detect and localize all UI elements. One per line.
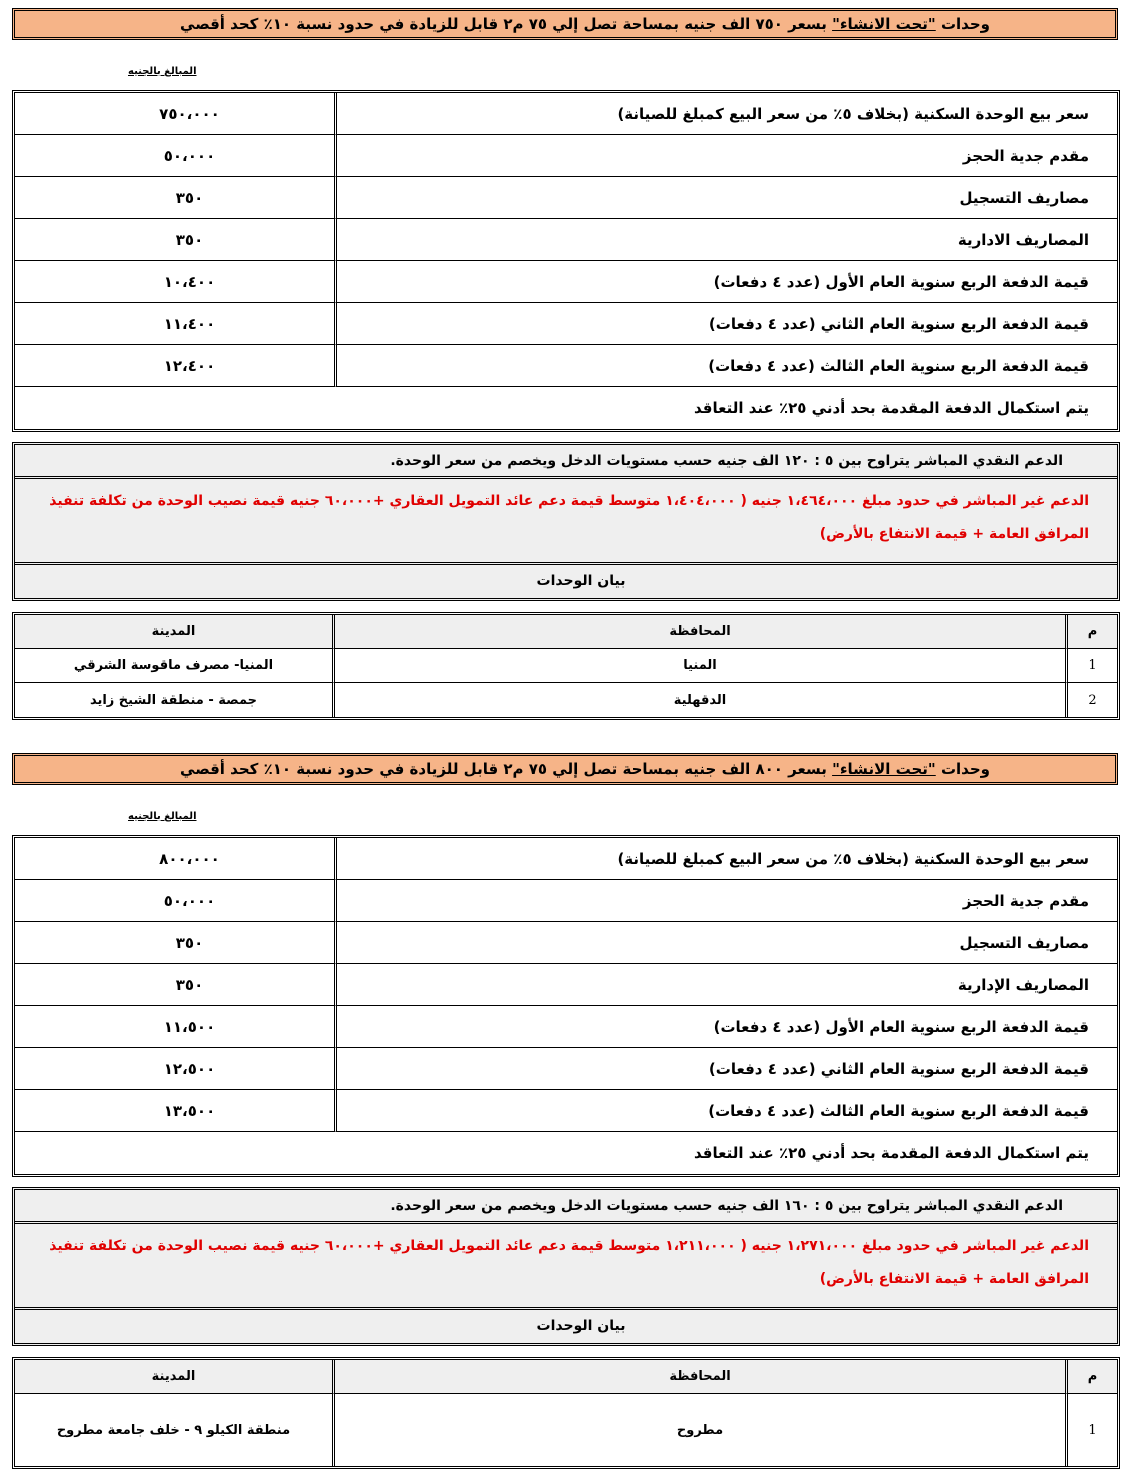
table-row [15, 922, 1117, 964]
price-table-2 [12, 835, 1120, 1177]
price-table-1 [12, 90, 1120, 432]
direct-support: الدعم النقدي المباشر يتراوح بين ٥ : ١٦٠ الف جنيه حسب مستويات الدخل ويخصم من سعر الوحدة. [15, 1190, 1117, 1224]
table-row [15, 345, 1117, 387]
row-label: قيمة الدفعة الربع سنوية العام الثاني (عدد ٤ دفعات) [334, 1048, 1117, 1090]
support-box-1 [12, 442, 1120, 601]
table-row [15, 261, 1117, 303]
table-row [15, 387, 1117, 429]
cell-city: جمصة - منطقة الشيخ زايد [89, 692, 258, 708]
table-row [15, 177, 1117, 219]
completion-note: يتم استكمال الدفعة المقدمة بحد أدني ٢٥٪ عند التعاقد [694, 1144, 1089, 1162]
row-label: المصاريف الإدارية [334, 964, 1117, 1006]
table-row [15, 838, 1117, 880]
table-row [15, 683, 1117, 717]
units-table-1 [12, 612, 1120, 720]
table-row [15, 964, 1117, 1006]
table-row [15, 1006, 1117, 1048]
col-header-city: المدينة [15, 1360, 332, 1394]
units-table-2 [12, 1357, 1120, 1469]
row-label: مقدم جدية الحجز [334, 135, 1117, 177]
units-heading: بيان الوحدات [536, 1318, 626, 1334]
direct-support: الدعم النقدي المباشر يتراوح بين ٥ : ١٢٠ الف جنيه حسب مستويات الدخل ويخصم من سعر الوحدة. [15, 445, 1117, 479]
row-value: ٨٠٠،٠٠٠ [15, 838, 334, 880]
row-value: ١٣،٥٠٠ [15, 1090, 334, 1132]
row-label: مقدم جدية الحجز [334, 880, 1117, 922]
table-header-row [15, 1360, 1117, 1394]
table-row [15, 219, 1117, 261]
completion-note: يتم استكمال الدفعة المقدمة بحد أدني ٢٥٪ عند التعاقد [694, 399, 1089, 417]
row-value: ٥٠،٠٠٠ [15, 135, 334, 177]
row-value: ١١،٥٠٠ [15, 1006, 334, 1048]
row-value: ٣٥٠ [15, 177, 334, 219]
row-value: ٣٥٠ [15, 219, 334, 261]
col-header-governorate: المحافظة [332, 1360, 1065, 1394]
title-prefix: وحدات [935, 760, 990, 778]
col-header-m: م [1065, 615, 1117, 649]
table-row [15, 303, 1117, 345]
cell-governorate: مطروح [332, 1394, 1065, 1466]
row-value: ٣٥٠ [15, 922, 334, 964]
row-value: ١٢،٤٠٠ [15, 345, 334, 387]
row-value: ١١،٤٠٠ [15, 303, 334, 345]
title-suffix: بسعر ٧٥٠ الف جنيه بمساحة تصل إلي ٧٥ م٢ قابل للزيادة في حدود نسبة ١٠٪ كحد أقصي [180, 15, 833, 33]
row-value: ٥٠،٠٠٠ [15, 880, 334, 922]
row-label: مصاريف التسجيل [334, 922, 1117, 964]
title-underlined: "تحت الانشاء" [832, 760, 936, 778]
indirect-support: الدعم غير المباشر في حدود مبلغ ١،٢٧١،٠٠٠ جنيه ( ١،٢١١،٠٠٠ متوسط قيمة دعم عائد التمويل العقاري +٦٠،٠٠٠ جنيه قيمة نصيب الوحدة من تكلفة تنفيذ المرافق العامة + قيمة الانتفاع بالأرض) [15, 1224, 1117, 1310]
section-2-title [12, 753, 1118, 785]
col-header-m: م [1065, 1360, 1117, 1394]
title-underlined: "تحت الانشاء" [832, 15, 936, 33]
table-row [15, 649, 1117, 683]
table-row [15, 1090, 1117, 1132]
row-label: سعر بيع الوحدة السكنية (بخلاف ٥٪ من سعر البيع كمبلغ للصيانة) [334, 93, 1117, 135]
support-box-2 [12, 1187, 1120, 1346]
table-row [15, 1048, 1117, 1090]
row-label: المصاريف الادارية [334, 219, 1117, 261]
row-label: قيمة الدفعة الربع سنوية العام الأول (عدد ٤ دفعات) [334, 261, 1117, 303]
table-row [15, 135, 1117, 177]
row-value: ١٢،٥٠٠ [15, 1048, 334, 1090]
cell-m: 1 [1065, 1394, 1117, 1466]
col-header-governorate: المحافظة [332, 615, 1065, 649]
cell-m: 2 [1065, 683, 1117, 717]
row-value: ١٠،٤٠٠ [15, 261, 334, 303]
indirect-support: الدعم غير المباشر في حدود مبلغ ١،٤٦٤،٠٠٠ جنيه ( ١،٤٠٤،٠٠٠ متوسط قيمة دعم عائد التمويل العقاري +٦٠،٠٠٠ جنيه قيمة نصيب الوحدة من تكلفة تنفيذ المرافق العامة + قيمة الانتفاع بالأرض) [15, 479, 1117, 565]
table-row [15, 1132, 1117, 1174]
row-label: قيمة الدفعة الربع سنوية العام الثالث (عدد ٤ دفعات) [334, 345, 1117, 387]
table-row [15, 1394, 1117, 1466]
cell-city: منطقة الكيلو ٩ - خلف جامعة مطروح [56, 1422, 291, 1438]
table-row [15, 880, 1117, 922]
title-prefix: وحدات [935, 15, 990, 33]
cell-governorate: المنيا [332, 649, 1065, 683]
row-value: ٧٥٠،٠٠٠ [15, 93, 334, 135]
row-label: مصاريف التسجيل [334, 177, 1117, 219]
row-value: ٣٥٠ [15, 964, 334, 1006]
cell-governorate: الدقهلية [332, 683, 1065, 717]
currency-note: المبالغ بالجنيه [128, 811, 197, 822]
units-heading: بيان الوحدات [536, 573, 626, 589]
section-1-title [12, 8, 1118, 40]
row-label: قيمة الدفعة الربع سنوية العام الثاني (عدد ٤ دفعات) [334, 303, 1117, 345]
table-row [15, 93, 1117, 135]
currency-note: المبالغ بالجنيه [128, 66, 197, 77]
row-label: قيمة الدفعة الربع سنوية العام الأول (عدد ٤ دفعات) [334, 1006, 1117, 1048]
cell-m: 1 [1065, 649, 1117, 683]
row-label: قيمة الدفعة الربع سنوية العام الثالث (عدد ٤ دفعات) [334, 1090, 1117, 1132]
row-label: سعر بيع الوحدة السكنية (بخلاف ٥٪ من سعر البيع كمبلغ للصيانة) [334, 838, 1117, 880]
title-suffix: بسعر ٨٠٠ الف جنيه بمساحة تصل إلي ٧٥ م٢ قابل للزيادة في حدود نسبة ١٠٪ كحد أقصي [180, 760, 833, 778]
cell-city: المنيا- مصرف ماقوسة الشرقي [15, 649, 332, 683]
table-header-row [15, 615, 1117, 649]
col-header-city: المدينة [15, 615, 332, 649]
